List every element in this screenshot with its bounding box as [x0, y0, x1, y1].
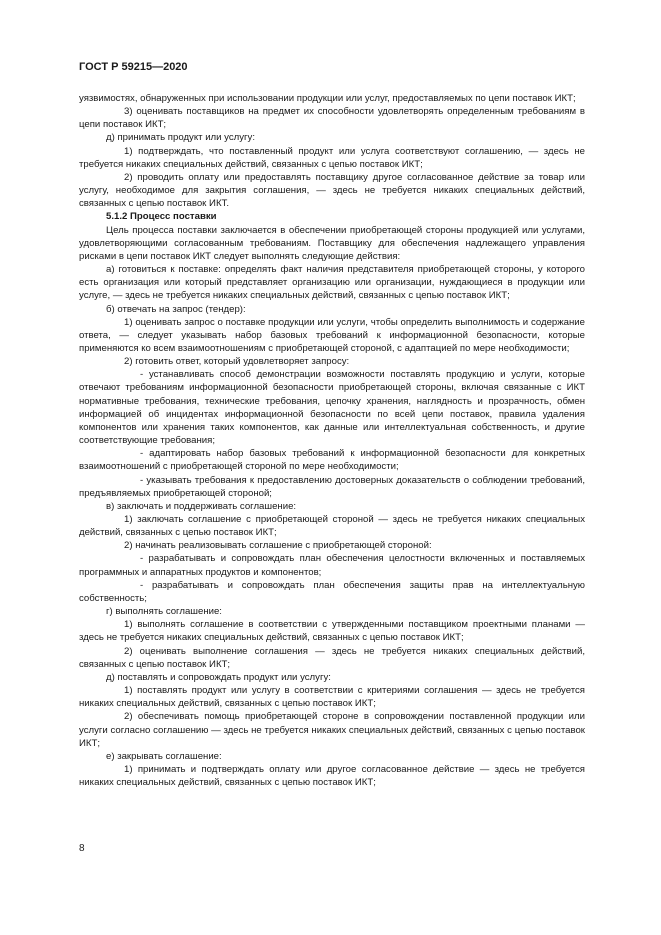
paragraph: 3) оценивать поставщиков на предмет их способности удовлетворять определенным требованиям в цепи поставок ИКТ;	[79, 106, 585, 131]
paragraph: - разрабатывать и сопровождать план обеспечения защиты прав на интеллектуальную собственность;	[79, 579, 585, 604]
paragraph: - адаптировать набор базовых требований к информационной безопасности для конкретных взаимоотношений с приобретающей стороной по мере необходимости;	[79, 448, 585, 473]
paragraph: уязвимостях, обнаруженных при использовании продукции или услуг, предоставляемых по цепи поставок ИКТ;	[79, 93, 576, 104]
paragraph: 2) оценивать выполнение соглашения — здесь не требуется никаких специальных действий, связанных с цепью поставок ИКТ;	[79, 645, 585, 670]
paragraph: г) выполнять соглашение:	[106, 606, 222, 618]
paragraph: Цель процесса поставки заключается в обеспечении приобретающей стороны продукцией или услугами, удовлетворяющими согласованным требованиям. Поставщику для обеспечения надлежащего управления рисками в цепи поставок ИКТ следует выполнять следующие действия:	[79, 224, 585, 262]
paragraph: е) закрывать соглашение:	[106, 750, 222, 762]
paragraph: 2) готовить ответ, который удовлетворяет запросу:	[124, 356, 350, 368]
paragraph: - указывать требования к предоставлению достоверных доказательств о соблюдении требований, предъявляемых приобретающей стороной;	[79, 474, 585, 499]
paragraph: в) заключать и поддерживать соглашение:	[106, 500, 297, 512]
section-heading: 5.1.2 Процесс поставки	[106, 211, 217, 223]
paragraph: д) принимать продукт или услугу:	[106, 132, 256, 144]
paragraph: - разрабатывать и сопровождать план обеспечения целостности включенных и поставляемых программных и аппаратных продуктов и компонентов;	[79, 553, 585, 578]
paragraph: 1) выполнять соглашение в соответствии с утвержденными поставщиком проектными планами — здесь не требуется никаких специальных действий, связанных с цепью поставок ИКТ;	[79, 619, 585, 644]
page-number: 8	[79, 843, 85, 854]
paragraph: а) готовиться к поставке: определять факт наличия представителя приобретающей стороны, у которого есть организация или который представляет организацию или организации, нуждающиеся в продукции или услуге, — здесь не требуется никаких специальных действий, связанных с цепью поставок ИКТ;	[79, 264, 585, 302]
page-body	[79, 92, 585, 789]
document-header: ГОСТ Р 59215—2020	[79, 61, 188, 73]
paragraph: 2) обеспечивать помощь приобретающей стороне в сопровождении поставленной продукции или услуги согласно соглашению — здесь не требуется никаких специальных действий, связанных с цепью поставок ИКТ;	[79, 711, 585, 749]
paragraph: 1) принимать и подтверждать оплату или другое согласованное действие — здесь не требуется никаких специальных действий, связанных с цепью поставок ИКТ;	[79, 763, 585, 789]
paragraph: 1) подтверждать, что поставленный продукт или услуга соответствуют соглашению, — здесь не требуется никаких специальных действий, связанных с цепью поставок ИКТ;	[79, 145, 585, 170]
paragraph: 1) заключать соглашение с приобретающей стороной — здесь не требуется никаких специальных действий, связанных с цепью поставок ИКТ;	[79, 514, 585, 539]
paragraph: д) поставлять и сопровождать продукт или услугу:	[106, 671, 331, 683]
paragraph: б) отвечать на запрос (тендер):	[106, 303, 246, 315]
paragraph: 2) начинать реализовывать соглашение с приобретающей стороной:	[124, 540, 432, 552]
paragraph: - устанавливать способ демонстрации возможности поставлять продукцию и услуги, которые отвечают требованиям информационной безопасности приобретающей стороны, включая связанные с ИКТ нормативные требования, технические требования, цепочку хранения, наглядность и прозрачность, обмен информацией об инцидентах информационной безопасности по всей цепи поставок, правила удаления компонентов или хранения таких компонентов, как данные или интеллектуальная собственность, и другие соответствующие требования;	[79, 369, 585, 447]
paragraph: 1) оценивать запрос о поставке продукции или услуги, чтобы определить выполнимость и содержание ответа, — следует указывать набор базовых требований к информационной безопасности, которые применяются ко всем взаимоотношениям с приобретающей стороной, с адаптацией по мере необходимости;	[79, 316, 585, 354]
paragraph: 2) проводить оплату или предоставлять поставщику другое согласованное действие за товар или услугу, необходимое для закрытия соглашения, — здесь не требуется никаких специальных действий, связанных с цепью поставок ИКТ.	[79, 171, 585, 210]
paragraph: 1) поставлять продукт или услугу в соответствии с критериями соглашения — здесь не требуется никаких специальных действий, связанных с цепью поставок ИКТ;	[79, 685, 585, 710]
